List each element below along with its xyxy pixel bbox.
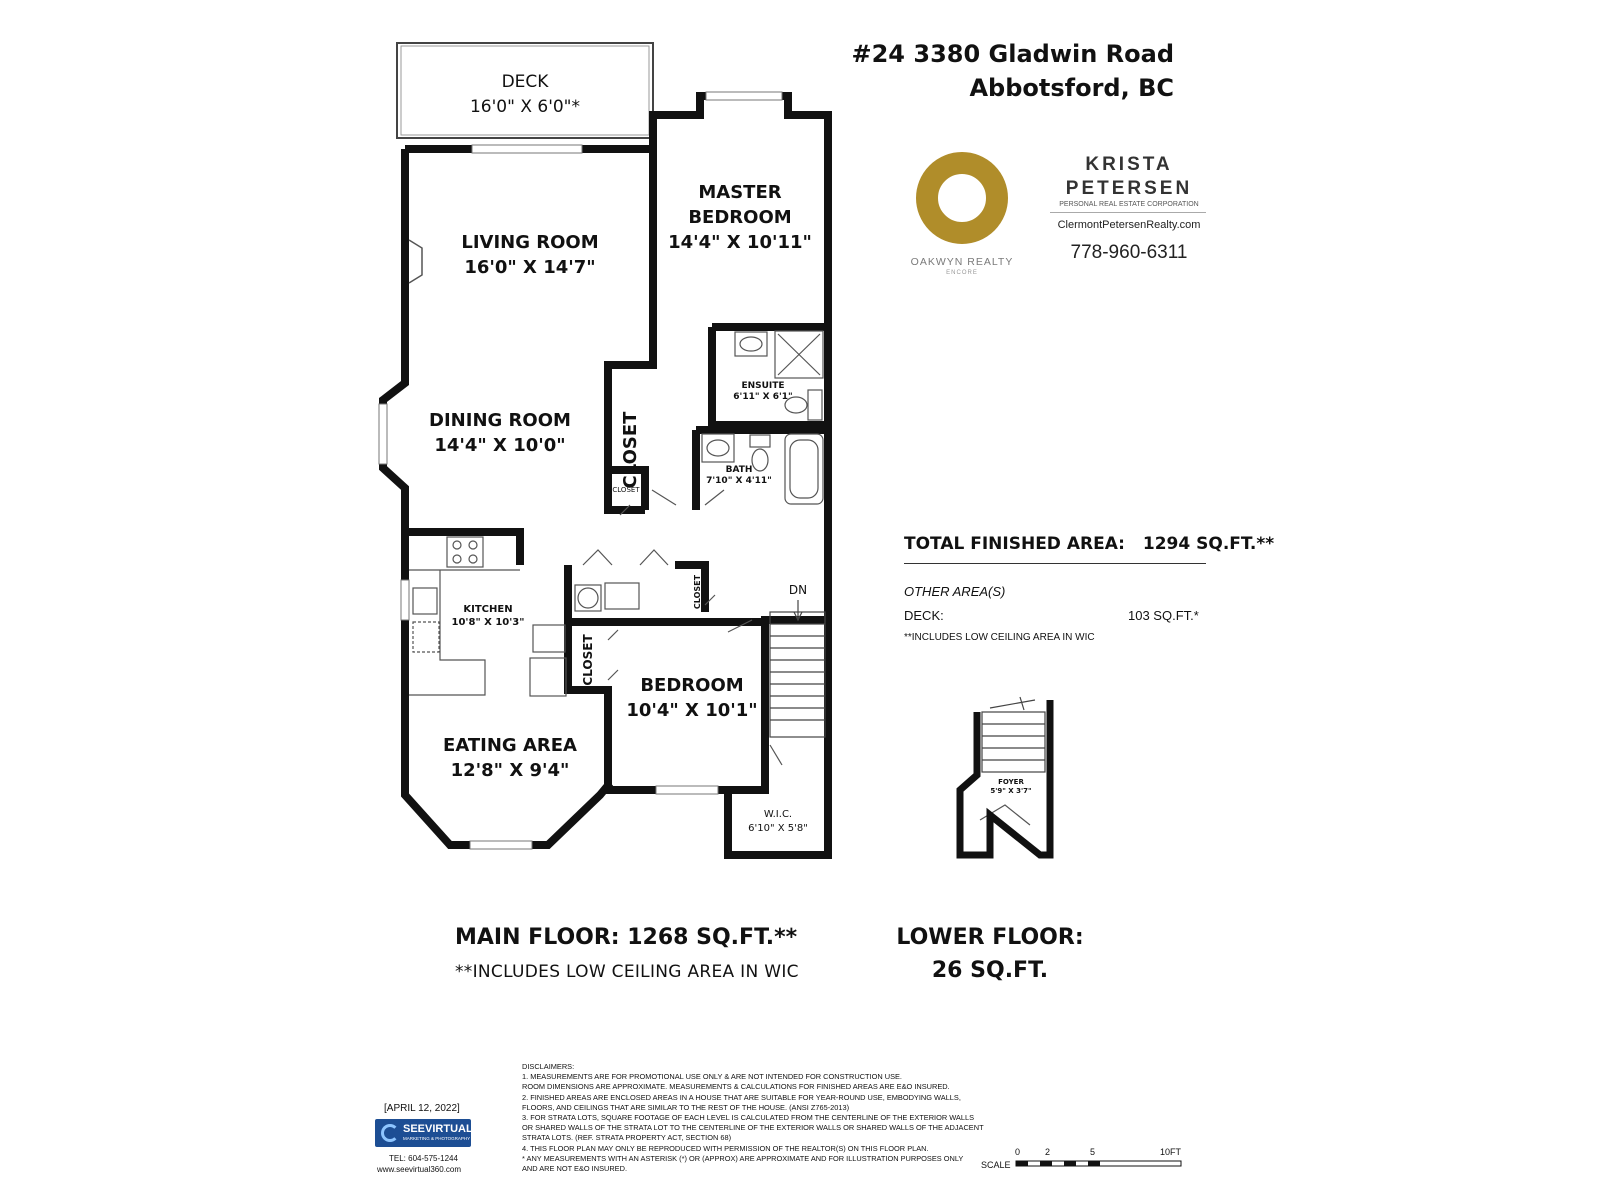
agent-corporation: PERSONAL REAL ESTATE CORPORATION xyxy=(1059,201,1199,208)
plan-date: [APRIL 12, 2022] xyxy=(384,1103,460,1114)
room-ensuite: ENSUITE 6'11" X 6'1" xyxy=(733,381,793,402)
scale-tick-10: 10FT xyxy=(1160,1147,1182,1157)
window-master xyxy=(706,92,782,100)
room-wic: W.I.C. 6'10" X 5'8" xyxy=(748,809,808,834)
agent-phone[interactable]: 778-960-6311 xyxy=(1070,242,1188,263)
closet-label-small: CLOSET xyxy=(612,486,640,494)
window-bedroom xyxy=(656,786,718,794)
bath-tub xyxy=(785,434,823,504)
window-living-door xyxy=(472,145,582,153)
closet-label-vertical-1: CLOSET xyxy=(620,411,641,489)
disclaimer-line: AND ARE NOT E&O INSURED. xyxy=(522,1164,627,1174)
room-deck: DECK 16'0" X 6'0"* xyxy=(469,72,581,117)
agent-last-name: PETERSEN xyxy=(1065,178,1193,199)
other-areas-note: **INCLUDES LOW CEILING AREA IN WIC xyxy=(904,632,1095,643)
closet-label-vertical-3: CLOSET xyxy=(693,574,702,610)
seevirtual-swirl-icon xyxy=(381,1124,399,1142)
seevirtual-logo xyxy=(375,1119,471,1147)
disclaimer-line: DISCLAIMERS: xyxy=(522,1062,575,1071)
lower-floor-label: LOWER FLOOR: xyxy=(896,925,1084,950)
disclaimer-line: FLOORS, AND CEILINGS THAT ARE SIMILAR TO THE REST OF THE HOUSE. (ANSI Z765-2013) xyxy=(522,1102,850,1112)
seevirtual-tel: TEL: 604-575-1244 xyxy=(389,1154,458,1163)
disclaimer-line: 3. FOR STRATA LOTS, SQUARE FOOTAGE OF EACH LEVEL IS CALCULATED FROM THE CENTERLINE OF THE EXTERIOR WALLS xyxy=(522,1113,975,1123)
scale-bar xyxy=(1015,1159,1185,1169)
seevirtual-tagline: MARKETING & PHOTOGRAPHY xyxy=(403,1136,471,1141)
disclaimer-line: * ANY MEASUREMENTS WITH AN ASTERISK (*) OR (APPROX) ARE APPROXIMATE AND FOR ILLUSTRATION PURPOSES ONLY xyxy=(522,1153,964,1163)
total-area-label: TOTAL FINISHED AREA: xyxy=(904,534,1125,554)
washer xyxy=(578,588,598,608)
scale-tick-0: 0 xyxy=(1015,1147,1021,1157)
main-floor-area: MAIN FLOOR: 1268 SQ.FT.** xyxy=(455,925,798,950)
disclaimer-line: 4. THIS FLOOR PLAN MAY ONLY BE REPRODUCED WITH PERMISSION OF THE REALTOR(S) ON THIS FLOOR PLAN. xyxy=(522,1143,929,1153)
fridge xyxy=(533,625,565,652)
total-area-rule xyxy=(904,563,1206,564)
address-line-1: #24 3380 Gladwin Road xyxy=(851,40,1174,68)
total-area-value: 1294 SQ.FT.** xyxy=(1142,534,1275,554)
kitchen-counter xyxy=(409,570,520,695)
total-area-line xyxy=(904,534,1274,554)
disclaimers xyxy=(522,1062,984,1174)
stairs-main xyxy=(770,612,825,737)
scale-tick-2: 2 xyxy=(1045,1147,1051,1157)
stairs-lower xyxy=(982,712,1045,772)
window-kitchen xyxy=(401,580,409,620)
brokerage-name: OAKWYN REALTY xyxy=(910,256,1014,268)
disclaimer-line: 1. MEASUREMENTS ARE FOR PROMOTIONAL USE ONLY & ARE NOT INTENDED FOR CONSTRUCTION USE. xyxy=(522,1072,902,1082)
stove xyxy=(447,537,483,567)
dishwasher xyxy=(413,622,439,652)
room-living: LIVING ROOM 16'0" X 14'7" xyxy=(461,232,599,278)
deck-area-label: DECK: xyxy=(904,608,944,623)
door-swing-laundry xyxy=(583,550,668,565)
window-dining xyxy=(379,404,387,464)
disclaimer-line: ROOM DIMENSIONS ARE APPROXIMATE. MEASUREMENTS & CALCULATIONS FOR FINISHED AREAS ARE E&O INSURED. xyxy=(522,1082,950,1092)
disclaimer-line: 2. FINISHED AREAS ARE ENCLOSED AREAS IN A HOUSE THAT ARE SUITABLE FOR YEAR-ROUND USE, EMBODYING WALLS, xyxy=(522,1092,961,1102)
room-foyer: FOYER 5'9" X 3'7" xyxy=(990,778,1032,795)
address-line-2: Abbotsford, BC xyxy=(969,74,1174,102)
room-kitchen: KITCHEN 10'8" X 10'3" xyxy=(451,604,525,628)
closet-label-vertical-2: CLOSET xyxy=(581,634,595,686)
fireplace xyxy=(409,240,422,283)
agent-website[interactable]: ClermontPetersenRealty.com xyxy=(1057,219,1201,231)
kitchen-sink xyxy=(413,588,437,614)
stairs-down-label: DN xyxy=(788,583,808,597)
other-areas-heading: OTHER AREA(S) xyxy=(904,584,1006,599)
room-dining: DINING ROOM 14'4" X 10'0" xyxy=(429,410,571,456)
agent-first-name: KRISTA xyxy=(1085,154,1173,175)
room-bedroom: BEDROOM 10'4" X 10'1" xyxy=(626,675,758,721)
room-eating-area: EATING AREA 12'8" X 9'4" xyxy=(443,735,577,781)
main-floor-note: **INCLUDES LOW CEILING AREA IN WIC xyxy=(455,962,799,982)
room-bath: BATH 7'10" X 4'11" xyxy=(706,465,772,486)
dryer xyxy=(605,583,639,609)
room-master-bedroom: MASTER BEDROOM 14'4" X 10'11" xyxy=(668,182,812,253)
disclaimer-line: OR SHARED WALLS OF THE STRATA LOT TO THE CENTERLINE OF THE EXTERIOR WALLS OR SHARED WALLS OF THE ADJACENT xyxy=(522,1123,984,1133)
scale-label: SCALE xyxy=(981,1160,1011,1170)
bath-toilet-tank xyxy=(750,435,770,447)
lower-floor-value: 26 SQ.FT. xyxy=(931,958,1049,983)
window-eating xyxy=(470,841,532,849)
seevirtual-name: SEEVIRTUAL xyxy=(403,1123,473,1135)
scale-tick-5: 5 xyxy=(1090,1147,1096,1157)
seevirtual-web[interactable]: www.seevirtual360.com xyxy=(377,1165,462,1174)
deck-area-value: 103 SQ.FT.* xyxy=(1128,608,1199,623)
brokerage-sub: ENCORE xyxy=(946,270,978,276)
disclaimer-line: STRATA LOTS. (REF. STRATA PROPERTY ACT, SECTION 68) xyxy=(522,1133,732,1143)
